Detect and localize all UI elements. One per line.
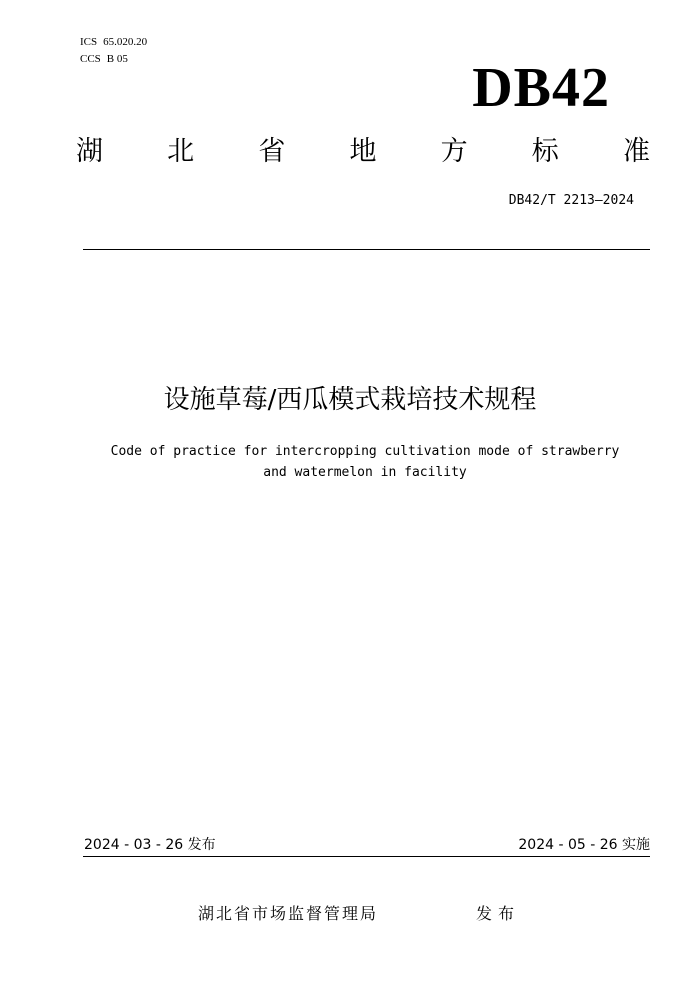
ics-code: 65.020.20 bbox=[103, 36, 148, 48]
footer-divider bbox=[83, 856, 650, 857]
document-title-english bbox=[60, 441, 670, 483]
standard-type-char: 湖 bbox=[76, 136, 103, 167]
ccs-code: B 05 bbox=[106, 53, 128, 65]
english-title-line: Code of practice for intercropping cultivation mode of strawberry bbox=[110, 444, 620, 459]
publisher-name: 湖北省市场监督管理局 bbox=[198, 904, 379, 923]
ccs-line bbox=[80, 51, 147, 68]
standard-type-char: 地 bbox=[349, 136, 377, 167]
standard-type-char: 方 bbox=[440, 136, 468, 167]
ccs-label: CCS bbox=[80, 53, 101, 65]
implementation-date: 2024 - 05 - 26 实施 bbox=[518, 837, 650, 853]
header-divider bbox=[83, 249, 650, 250]
ics-line bbox=[80, 34, 147, 51]
standard-type-title bbox=[76, 134, 650, 170]
standard-type-char: 准 bbox=[622, 136, 650, 167]
publish-label: 发布 bbox=[476, 904, 521, 923]
issue-date: 2024 - 03 - 26 发布 bbox=[84, 837, 216, 853]
standard-number: DB42/T 2213—2024 bbox=[508, 193, 634, 208]
standard-type-char: 北 bbox=[167, 136, 195, 167]
ics-label: ICS bbox=[80, 36, 98, 48]
classification-codes bbox=[80, 34, 147, 68]
document-title-chinese: 设施草莓/西瓜模式栽培技术规程 bbox=[163, 385, 537, 415]
english-title-line: and watermelon in facility bbox=[263, 465, 467, 480]
standard-type-char: 标 bbox=[531, 136, 559, 167]
standard-logo: DB42 bbox=[472, 57, 610, 119]
standard-type-char: 省 bbox=[258, 136, 286, 167]
